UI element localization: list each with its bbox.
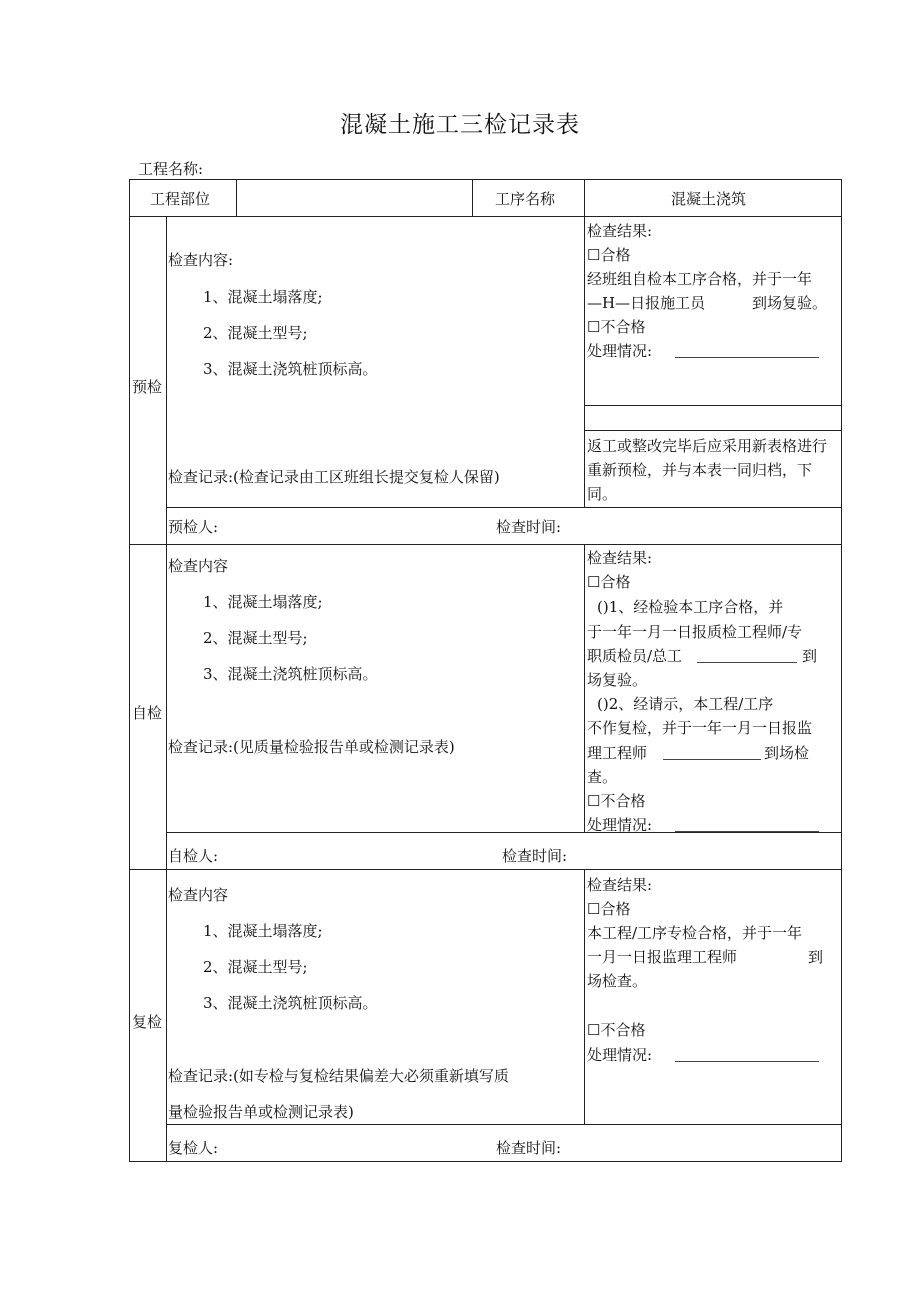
self-option-2-line-1[interactable]: ()2、经请示，本工程/工序 [597,695,774,713]
self-item-2: 2、混凝土型号; [203,629,308,647]
self-option-2-line-3a: 理工程师 [587,744,648,762]
grid-self-bottom [129,869,842,870]
self-fail-checkbox[interactable]: ☐不合格 [587,792,646,810]
project-name-label: 工程名称: [138,160,204,178]
grid-re-result-column [584,869,585,1125]
pre-pass-line-1: 经班组自检本工序合格，并于一年 [587,270,813,288]
pre-note: 返工或整改完毕后应采用新表格进行重新预检，并与本表一同归档，下同。 [587,437,828,503]
self-option-1-line-4: 场复验。 [587,671,648,689]
process-value: 混凝土浇筑 [671,190,747,208]
re-record-line-1: 检查记录:(如专检与复检结果偏差大必须重新填写质 [168,1067,509,1085]
self-option-1-line-3a: 职质检员/总工 [587,647,683,665]
grid-pre-result-split-1 [584,405,842,406]
re-time-label: 检查时间: [496,1139,562,1157]
grid-self-result-column [584,544,585,833]
grid-pre-result-split-2 [584,430,842,431]
grid-bottom [129,1161,842,1162]
pre-pass-checkbox[interactable]: ☐合格 [587,246,631,264]
process-label: 工序名称 [495,190,556,208]
grid-header-v3 [584,179,585,217]
grid-re-signature-top [166,1124,842,1125]
pre-inspector-label: 预检人: [168,518,219,536]
self-option-1-line-2: 于一年一月一日报质检工程师/专 [587,623,803,641]
page-title: 混凝土施工三检记录表 [340,112,580,138]
pre-pass-line-2a: —H—日报施工员 [587,294,706,312]
self-check-label: 自检 [132,704,163,722]
pre-item-2: 2、混凝土型号; [203,324,308,342]
self-option-2-line-4: 查。 [587,768,618,786]
pre-record: 检查记录:(检查记录由工区班组长提交复检人保留) [168,468,500,486]
self-item-3: 3、混凝土浇筑桩顶标高。 [203,665,378,683]
self-option-2-line-3b: 到场检 [764,744,810,762]
self-handle-blank[interactable] [675,817,819,832]
self-time-label: 检查时间: [502,847,568,865]
pre-content-title: 检查内容: [168,251,234,269]
self-option-2-line-2: 不作复检，并于一年一月一日报监 [587,719,813,737]
re-inspector-label: 复检人: [168,1139,219,1157]
self-option-1-line-1[interactable]: ()1、经检验本工序合格，并 [597,598,784,616]
pre-handle-label: 处理情况: [587,342,653,360]
re-pass-line-1: 本工程/工序专检合格，并于一年 [587,924,803,942]
pre-item-1: 1、混凝土塌落度; [203,288,323,306]
pre-item-3: 3、混凝土浇筑桩顶标高。 [203,360,378,378]
grid-pre-signature-top [166,507,842,508]
re-item-3: 3、混凝土浇筑桩顶标高。 [203,994,378,1012]
self-option-1-line-3b: 到 [802,647,818,665]
self-handle-label: 处理情况: [587,816,653,834]
self-record: 检查记录:(见质量检验报告单或检测记录表) [168,738,455,756]
re-fail-checkbox[interactable]: ☐不合格 [587,1021,646,1039]
grid-header-v1 [236,179,237,217]
re-check-label: 复检 [132,1013,163,1031]
self-content-title: 检查内容 [168,557,229,575]
grid-header-v2 [472,179,473,217]
self-result-title: 检查结果: [587,549,653,567]
self-pass-checkbox[interactable]: ☐合格 [587,573,631,591]
grid-label-column [166,216,167,1162]
grid-pre-result-column [584,216,585,508]
grid-left [129,179,130,1162]
pre-handle-blank[interactable] [675,343,819,358]
re-handle-label: 处理情况: [587,1046,653,1064]
self-option-2-blank[interactable] [663,745,761,760]
re-item-1: 1、混凝土塌落度; [203,922,323,940]
re-pass-line-2a: 一月一日报监理工程师 [587,948,738,966]
part-label: 工程部位 [150,190,211,208]
re-item-2: 2、混凝土型号; [203,958,308,976]
grid-self-signature-top [166,832,842,833]
pre-fail-checkbox[interactable]: ☐不合格 [587,318,646,336]
pre-pass-line-2b: 到场复验。 [752,294,828,312]
self-item-1: 1、混凝土塌落度; [203,593,323,611]
re-content-title: 检查内容 [168,886,229,904]
re-pass-checkbox[interactable]: ☐合格 [587,900,631,918]
re-record-line-2: 量检验报告单或检测记录表) [168,1103,354,1121]
self-inspector-label: 自检人: [168,847,219,865]
pre-check-label: 预检 [132,378,163,396]
re-handle-blank[interactable] [675,1047,819,1062]
pre-time-label: 检查时间: [496,518,562,536]
self-option-1-blank[interactable] [697,648,797,663]
grid-right [841,179,842,1162]
re-pass-line-3: 场检查。 [587,972,648,990]
re-pass-line-2b: 到 [808,948,824,966]
grid-pre-bottom [129,544,842,545]
pre-result-title: 检查结果: [587,222,653,240]
re-result-title: 检查结果: [587,876,653,894]
